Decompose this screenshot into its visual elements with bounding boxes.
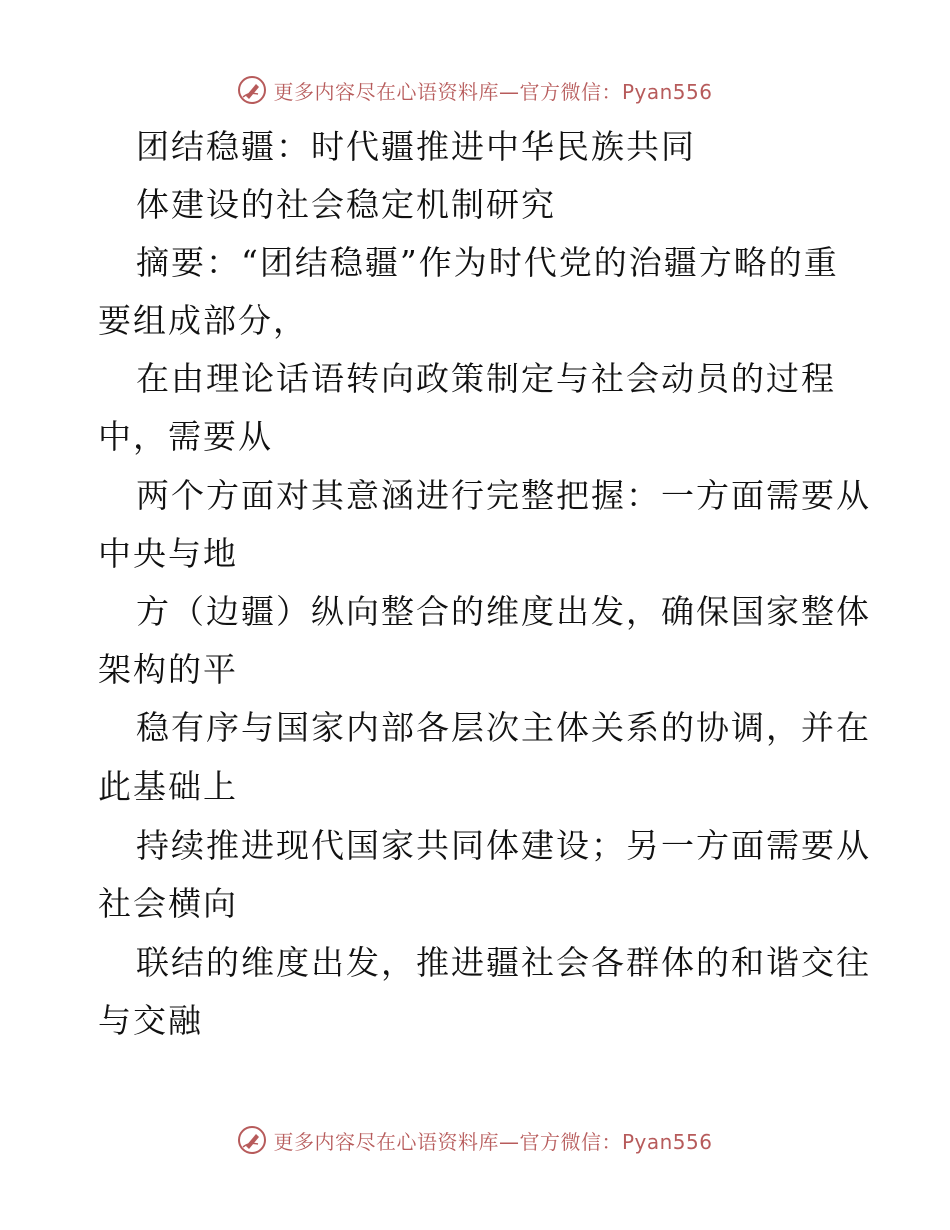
abstract-line: 方（边疆）纵向整合的维度出发，确保国家整体 [136, 592, 871, 631]
watermark-text: 更多内容尽在心语资料库—官方微信：Pyan556 [273, 79, 713, 104]
abstract-line: 稳有序与国家内部各层次主体关系的协调，并在 [136, 708, 871, 747]
watermark-footer [0, 1120, 950, 1160]
document-title-line: 团结稳疆：时代疆推进中华民族共同 [136, 127, 696, 166]
abstract-line: 摘要：“团结稳疆”作为时代党的治疆方略的重 [136, 243, 839, 282]
abstract-line: 中央与地 [98, 534, 238, 573]
abstract-line: 此基础上 [98, 767, 238, 806]
pen-nib-logo-icon [237, 1125, 267, 1155]
abstract-line: 社会横向 [98, 884, 238, 923]
abstract-line: 两个方面对其意涵进行完整把握：一方面需要从 [136, 476, 871, 515]
watermark-text: 更多内容尽在心语资料库—官方微信：Pyan556 [273, 1129, 713, 1154]
abstract-line: 持续推进现代国家共同体建设；另一方面需要从 [136, 826, 871, 865]
abstract-line: 与交融 [98, 1001, 203, 1040]
document-title-line: 体建设的社会稳定机制研究 [136, 185, 556, 224]
abstract-line: 联结的维度出发，推进疆社会各群体的和谐交往 [136, 943, 871, 982]
abstract-line: 架构的平 [98, 650, 238, 689]
abstract-line: 要组成部分， [98, 301, 308, 340]
abstract-line: 在由理论话语转向政策制定与社会动员的过程 [136, 359, 836, 398]
abstract-line: 中，需要从 [98, 417, 273, 456]
